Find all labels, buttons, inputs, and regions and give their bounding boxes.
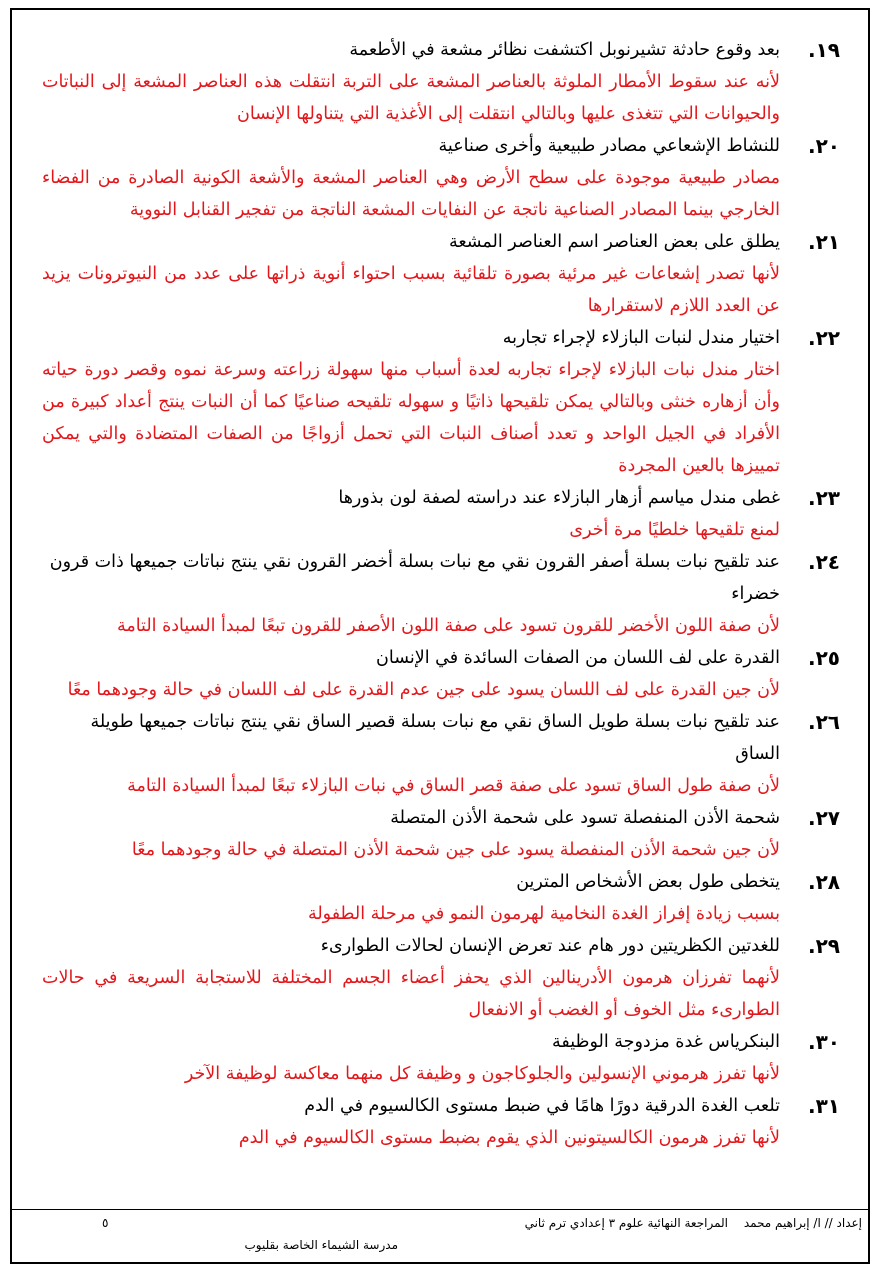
question-number: ٢٥.	[807, 646, 840, 670]
answer-text: بسبب زيادة إفراز الغدة النخامية لهرمون النمو في مرحلة الطفولة	[307, 904, 780, 924]
question-item	[42, 802, 840, 866]
question-text: يتخطى طول بعض الأشخاص المترين	[516, 872, 780, 892]
page-number: ٥	[102, 1216, 109, 1230]
question-text: شحمة الأذن المنفصلة تسود على شحمة الأذن المتصلة	[390, 808, 780, 828]
answer-text: لمنع تلقيحها خلطيًا مرة أخرى	[569, 520, 780, 540]
answer-text: لأنهما تفرزان هرمون الأدرينالين الذي يحفز أعضاء الجسم المختلفة للاستجابة السريعة في حالات الطوارىء مثل الخوف أو الغضب أو الانفعال	[42, 968, 780, 1020]
question-text: اختيار مندل لنبات البازلاء لإجراء تجاربه	[502, 328, 780, 348]
question-text: تلعب الغدة الدرقية دورًا هامًا في ضبط مستوى الكالسيوم في الدم	[304, 1096, 780, 1116]
question-number: ٣٠.	[807, 1030, 840, 1054]
answer-text: لأنها تفرز هرمون الكالسيتونين الذي يقوم بضبط مستوى الكالسيوم في الدم	[238, 1128, 780, 1148]
document-page	[10, 8, 870, 1264]
answer-text: اختار مندل نبات البازلاء لإجراء تجاربه لعدة أسباب منها سهولة زراعته وسرعة نموه وقصر دورة حياته وأن أزهاره خنثى وبالتالي يمكن تلقيحها ذاتيًا و سهوله تلقيحه صناعيًا كما أن النبات ينتج أعداد كبيرة من الأفراد في الجيل الواحد و تعدد أصناف النبات التي تحمل أزواجًا من الصفات المتضادة والتي يمكن تمييزها بالعين المجردة	[42, 360, 780, 476]
answer-text: مصادر طبيعية موجودة على سطح الأرض وهي العناصر المشعة والأشعة الكونية الصادرة من الفضاء الخارجي بينما المصادر الصناعية ناتجة عن النفايات المشعة الناتجة من تفجير القنابل النووية	[42, 168, 780, 220]
answer-text: لأن جين شحمة الأذن المنفصلة يسود على جين شحمة الأذن المتصلة في حالة وجودهما معًا	[131, 840, 780, 860]
questions-list	[42, 34, 840, 1154]
footer-title: المراجعة النهائية علوم ٣ إعدادي ترم ثاني	[524, 1216, 728, 1230]
answer-text: لأنها تفرز هرموني الإنسولين والجلوكاجون و وظيفة كل منهما معاكسة لوظيفة الآخر	[184, 1064, 780, 1084]
question-number: ٢٤.	[807, 550, 840, 574]
answer-text: لأن جين القدرة على لف اللسان يسود على جين عدم القدرة على لف اللسان في حالة وجودهما معًا	[67, 680, 780, 700]
question-item	[42, 642, 840, 706]
question-text: للنشاط الإشعاعي مصادر طبيعية وأخرى صناعية	[438, 136, 780, 156]
question-text: غطى مندل مياسم أزهار البازلاء عند دراسته لصفة لون بذورها	[338, 488, 780, 508]
question-item	[42, 130, 840, 226]
question-number: ٢٩.	[807, 934, 840, 958]
answer-text: لأن صفة اللون الأخضر للقرون تسود على صفة اللون الأصفر للقرون تبعًا لمبدأ السيادة التامة	[116, 616, 780, 636]
question-item	[42, 1090, 840, 1154]
question-item	[42, 482, 840, 546]
question-text: للغدتين الكظريتين دور هام عند تعرض الإنسان لحالات الطوارىء	[320, 936, 780, 956]
question-item	[42, 34, 840, 130]
question-item	[42, 930, 840, 1026]
question-text: البنكرياس غدة مزدوجة الوظيفة	[552, 1032, 780, 1052]
question-number: ٣١.	[807, 1094, 840, 1118]
question-number: ٢٢.	[807, 326, 840, 350]
question-number: ٢٧.	[807, 806, 840, 830]
question-number: ١٩.	[807, 38, 840, 62]
question-number: ٢١.	[807, 230, 840, 254]
question-text: يطلق على بعض العناصر اسم العناصر المشعة	[448, 232, 780, 252]
question-item	[42, 546, 840, 642]
question-item	[42, 1026, 840, 1090]
question-number: ٢٠.	[807, 134, 840, 158]
question-text: عند تلقيح نبات بسلة أصفر القرون نقي مع نبات بسلة أخضر القرون نقي ينتج نباتات جميعها ذات قرون خضراء	[49, 552, 780, 604]
answer-text: لأنها تصدر إشعاعات غير مرئية بصورة تلقائية بسبب احتواء أنوية ذراتها على عدد من النيوترونات يزيد عن العدد اللازم لاستقرارها	[42, 264, 780, 316]
question-item	[42, 706, 840, 802]
footer-author: إعداد // ا/ إبراهيم محمد	[743, 1216, 862, 1230]
question-text: القدرة على لف اللسان من الصفات السائدة في الإنسان	[376, 648, 780, 668]
question-item	[42, 322, 840, 482]
question-text: عند تلقيح نبات بسلة طويل الساق نقي مع نبات بسلة قصير الساق نقي ينتج نباتات جميعها طويلة الساق	[90, 712, 780, 764]
question-text: بعد وقوع حادثة تشيرنوبل اكتشفت نظائر مشعة في الأطعمة	[349, 40, 780, 60]
question-number: ٢٦.	[807, 710, 840, 734]
answer-text: لأن صفة طول الساق تسود على صفة قصر الساق في نبات البازلاء تبعًا لمبدأ السيادة التامة	[127, 776, 780, 796]
page-footer	[12, 1209, 868, 1260]
footer-school: مدرسة الشيماء الخاصة بقليوب	[244, 1238, 398, 1252]
question-number: ٢٣.	[807, 486, 840, 510]
question-number: ٢٨.	[807, 870, 840, 894]
question-item	[42, 226, 840, 322]
answer-text: لأنه عند سقوط الأمطار الملوثة بالعناصر المشعة على التربة انتقلت هذه العناصر المشعة إلى النباتات والحيوانات التي تتغذى عليها وبالتالي انتقلت إلى الأغذية التي يتناولها الإنسان	[42, 72, 780, 124]
question-item	[42, 866, 840, 930]
